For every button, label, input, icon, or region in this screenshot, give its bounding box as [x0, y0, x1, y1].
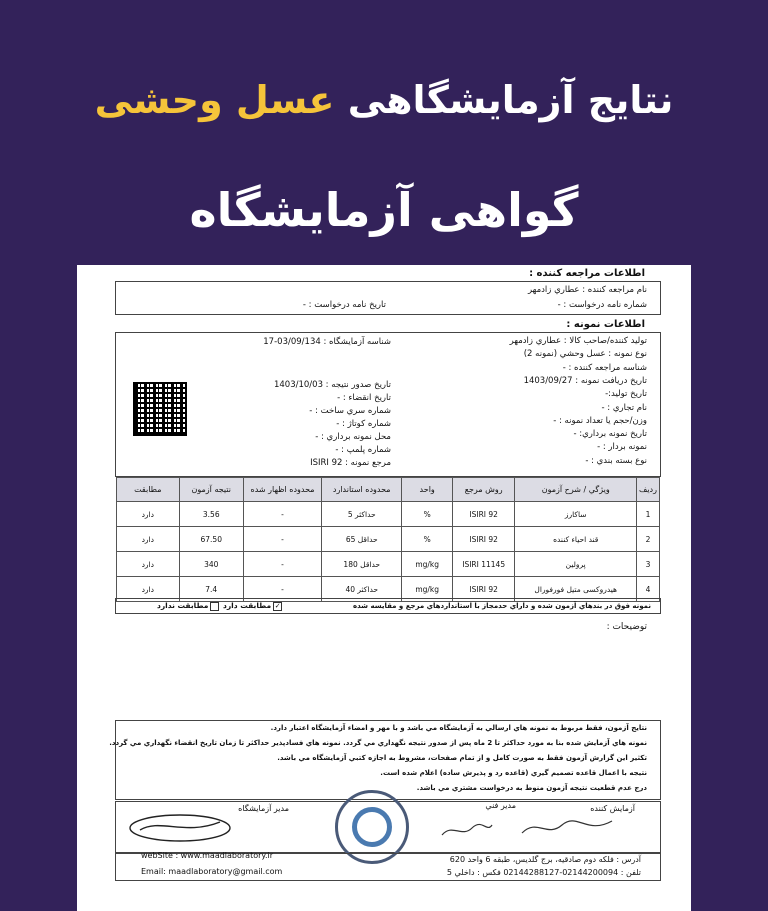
certificate-document	[77, 265, 691, 911]
tester-label: آزمایش کننده	[590, 804, 635, 813]
table-cell: 7.4	[179, 577, 243, 602]
table-cell: ساکارز	[515, 502, 637, 527]
sample-info-line: شماره کوتاژ : -	[336, 419, 391, 429]
table-cell: -	[243, 577, 321, 602]
banner-title-accent: عسل وحشی	[94, 78, 335, 122]
sample-info-line: تاریخ نمونه برداري: -	[573, 429, 647, 440]
column-header: ردیف	[637, 478, 660, 502]
request-date: تاریخ نامه درخواست : -	[302, 300, 386, 310]
results-table	[116, 477, 660, 602]
sample-info-line: وزن/حجم یا تعداد نمونه : -	[553, 415, 647, 426]
table-cell: حداکثر 5	[322, 502, 402, 527]
sample-info-line: نوع بسته بندي : -	[585, 455, 647, 466]
column-header: نتیجه آزمون	[179, 478, 243, 502]
column-header: محدوده اظهار شده	[243, 478, 321, 502]
table-cell: ISIRI 92	[452, 502, 514, 527]
request-number: شماره نامه درخواست : -	[557, 300, 647, 310]
table-cell: mg/kg	[402, 577, 453, 602]
table-cell: قند احیاء کننده	[515, 527, 637, 552]
sample-info-line: نام تجاري : -	[601, 402, 647, 413]
requester-name: نام مراجعه کننده : عطاري زادمهر	[527, 285, 647, 295]
table-cell: 2	[637, 527, 660, 552]
lab-manager-signature	[125, 810, 235, 846]
table-cell: 3.56	[179, 502, 243, 527]
sample-info-line: شناسه آزمایشگاه : 03/09/134-17	[263, 337, 391, 347]
banner-subtitle: گواهی آزمایشگاه	[189, 183, 579, 237]
footer-phone: تلفن : 02144200094-02144288127 فکس : داخلي 5	[446, 868, 641, 877]
note-line: نتیجه با اعمال قاعده تصمیم گیري (قاعده رد و پذیرش ساده) اعلام شده است.	[380, 769, 647, 777]
column-header: واحد	[402, 478, 453, 502]
footer-address: آدرس : فلکه دوم صادقیه، برج گلدیس، طبقه 6 واحد 620	[449, 855, 641, 864]
table-cell: mg/kg	[402, 552, 453, 577]
sample-section-title: اطلاعات نمونه :	[566, 319, 645, 330]
sample-info-line: شماره سري ساخت : -	[309, 406, 391, 416]
table-cell: ISIRI 11145	[452, 552, 514, 577]
sample-info-line: محل نمونه برداري : -	[315, 432, 391, 442]
sample-info-line: مرجع نمونه : ISIRI 92	[310, 458, 391, 468]
sample-info-line: نمونه بردار : -	[597, 442, 647, 453]
conformity-statement: نمونه فوق در بندهاي آزمون شده و داراي حدمجاز با استانداردهاي مرجع و مقایسه شده	[352, 602, 651, 610]
table-cell: هیدروکسی متیل فورفورال	[515, 577, 637, 602]
conformity-yes-label: مطابقت دارد	[223, 601, 272, 610]
table-cell: دارد	[117, 577, 180, 602]
table-cell: ISIRI 92	[452, 527, 514, 552]
column-header: محدوده استاندارد	[322, 478, 402, 502]
lab-manager-label: مدیر آزمایشگاه	[238, 804, 289, 813]
footer-email[interactable]: Email: maadlaboratory@gmail.com	[141, 867, 283, 876]
checkbox-icon	[210, 602, 219, 611]
qr-code	[133, 382, 187, 436]
banner-title-text: نتایج آزمایشگاهی	[334, 78, 674, 122]
check-icon: ✓	[274, 601, 281, 610]
sample-info-line: تاریخ تولید:-	[605, 389, 647, 400]
table-cell: ISIRI 92	[452, 577, 514, 602]
remarks-label: توضیحات :	[606, 622, 647, 632]
column-header: مطابقت	[117, 478, 180, 502]
footer-website[interactable]: webSite : www.maadlaboratory.ir	[141, 851, 274, 860]
tester-signature	[517, 813, 617, 843]
table-cell: حداقل 180	[322, 552, 402, 577]
table-cell: -	[243, 502, 321, 527]
sample-info-line: شناسه مراجعه کننده : -	[562, 362, 647, 373]
conformity-no[interactable]	[157, 601, 219, 611]
banner-title	[0, 70, 768, 130]
table-cell: دارد	[117, 527, 180, 552]
conformity-no-label: مطابقت ندارد	[157, 601, 209, 610]
sample-info-line: تاریخ انقضاء : -	[337, 393, 391, 403]
note-line: نمونه هاي آزمایش شده بنا به مورد حداکثر تا 2 ماه پس از صدور نتیجه نگهداري مي گردد. نمونه هاي فسادپذیر حداکثر تا زمان تاریخ انقضاء نگهداري مي گردد.	[109, 739, 647, 747]
table-cell: دارد	[117, 552, 180, 577]
column-header: روش مرجع	[452, 478, 514, 502]
table-cell: 3	[637, 552, 660, 577]
table-cell: حداقل 65	[322, 527, 402, 552]
sample-info-line: شماره پلمپ : -	[335, 445, 391, 455]
note-line: درج عدم قطعیت نتیجه آزمون منوط به درخواست مشتري مي باشد.	[416, 784, 647, 792]
table-cell: 340	[179, 552, 243, 577]
table-cell: دارد	[117, 502, 180, 527]
note-line: تکثیر این گزارش آزمون فقط به صورت کامل و از تمام صفحات، مشروط به اجازه کتبي آزمایشگاه مي باشد.	[277, 754, 647, 762]
table-row	[117, 527, 660, 552]
tech-manager-label: مدیر فني	[485, 801, 516, 810]
table-cell: -	[243, 527, 321, 552]
table-cell: 4	[637, 577, 660, 602]
sample-info-line: تاریخ صدور نتیجه : 1403/10/03	[273, 380, 391, 390]
requester-section-title: اطلاعات مراجعه کننده :	[529, 268, 645, 279]
table-cell: %	[402, 502, 453, 527]
tech-manager-signature	[437, 813, 497, 843]
table-cell: %	[402, 527, 453, 552]
table-row	[117, 502, 660, 527]
table-cell: -	[243, 552, 321, 577]
note-line: نتایج آزمون، فقط مربوط به نمونه هاي ارسالي به آزمایشگاه مي باشد و با مهر و امضاء آزمایشگاه اعتبار دارد.	[270, 724, 647, 732]
sample-info-line: نوع نمونه : عسل وحشي (نمونه 2)	[523, 349, 647, 360]
sample-info-line: تولید کننده/صاحب کالا : عطاري زادمهر	[509, 336, 647, 346]
sample-info-line: تاریخ دریافت نمونه : 1403/09/27	[523, 375, 647, 386]
table-cell: 67.50	[179, 527, 243, 552]
conformity-yes[interactable]	[223, 601, 282, 611]
table-cell: پرولین	[515, 552, 637, 577]
table-cell: حداکثر 40	[322, 577, 402, 602]
table-row	[117, 552, 660, 577]
table-cell: 1	[637, 502, 660, 527]
column-header: ويژگي / شرح آزمون	[515, 478, 637, 502]
